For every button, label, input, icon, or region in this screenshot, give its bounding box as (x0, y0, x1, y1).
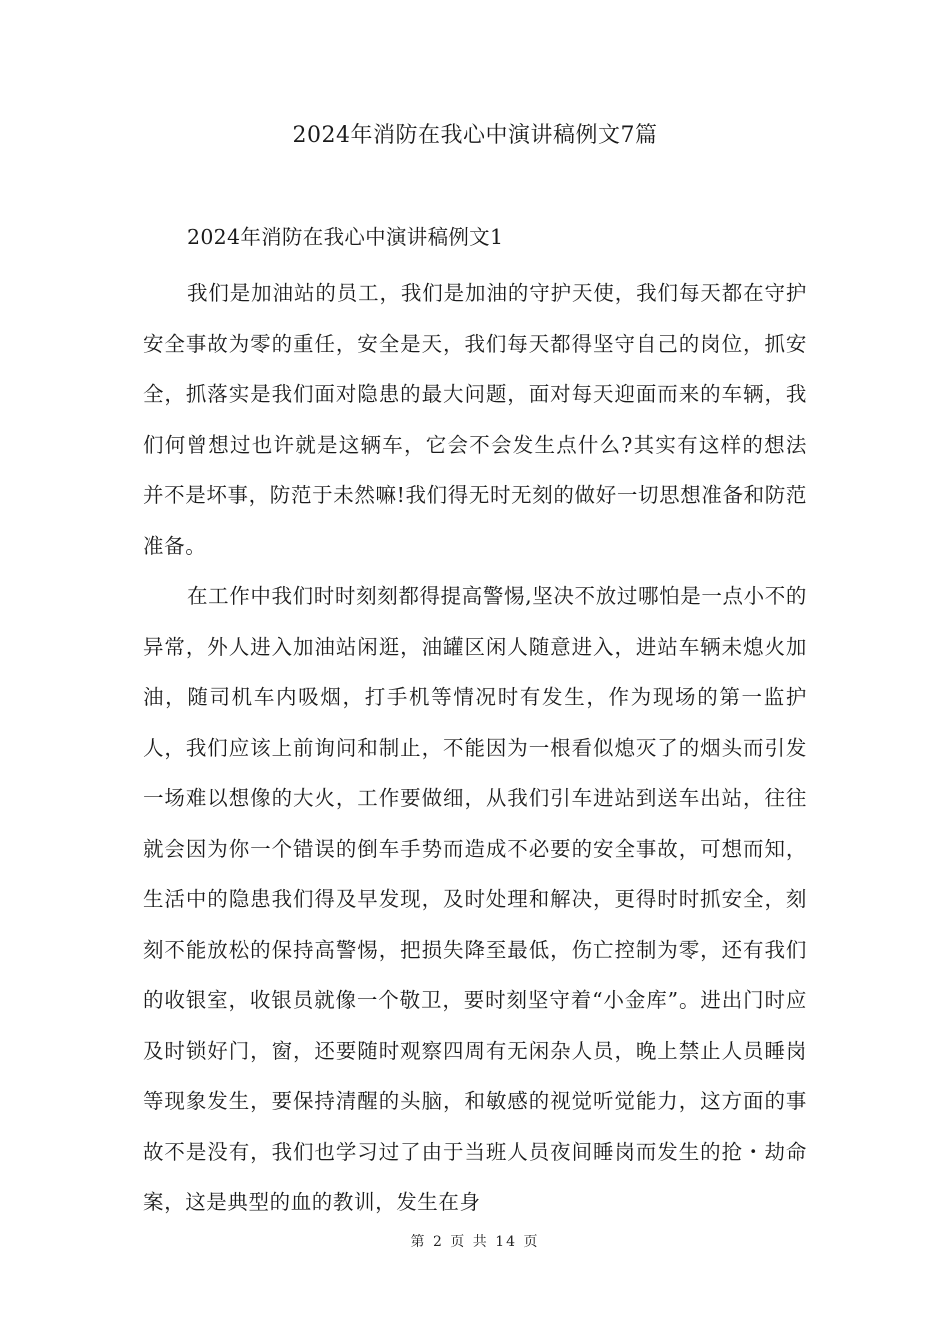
document-title: 2024年消防在我心中演讲稿例文7篇 (292, 123, 658, 148)
document-body (143, 219, 807, 1228)
page-number-footer: 第 2 页 共 14 页 (410, 1234, 540, 1250)
section-heading: 2024年消防在我心中演讲稿例文1 (187, 225, 504, 249)
paragraph-1: 我们是加油站的员工，我们是加油的守护天使，我们每天都在守护安全事故为零的重任，安全是天，我们每天都得坚守自己的岗位，抓安全，抓落实是我们面对隐患的最大问题，面对每天迎面而来的车辆，我们何曾想过也许就是这辆车，它会不会发生点什么?其实有这样的想法并不是坏事，防范于未然嘛!我们得无时无刻的做好一切思想准备和防范准备。 (143, 281, 807, 558)
paragraph-2: 在工作中我们时时刻刻都得提高警惕,坚决不放过哪怕是一点小不的异常，外人进入加油站闲逛，油罐区闲人随意进入，进站车辆未熄火加油，随司机车内吸烟，打手机等情况时有发生，作为现场的第一监护人，我们应该上前询问和制止，不能因为一根看似熄灭了的烟头而引发一场难以想像的大火，工作要做细，从我们引车进站到送车出站，往往就会因为你一个错误的倒车手势而造成不必要的安全事故，可想而知，生活中的隐患我们得及早发现，及时处理和解决，更得时时抓安全，刻刻不能放松的保持高警惕，把损失降至最低，伤亡控制为零，还有我们的收银室，收银员就像一个敬卫，要时刻坚守着“小金库”。进出门时应及时锁好门，窗，还要随时观察四周有无闲杂人员，晚上禁止人员睡岗等现象发生，要保持清醒的头脑，和敏感的视觉听觉能力，这方面的事故不是没有，我们也学习过了由于当班人员夜间睡岗而发生的抢・劫命案，这是典型的血的教训，发生在身 (143, 584, 807, 1214)
